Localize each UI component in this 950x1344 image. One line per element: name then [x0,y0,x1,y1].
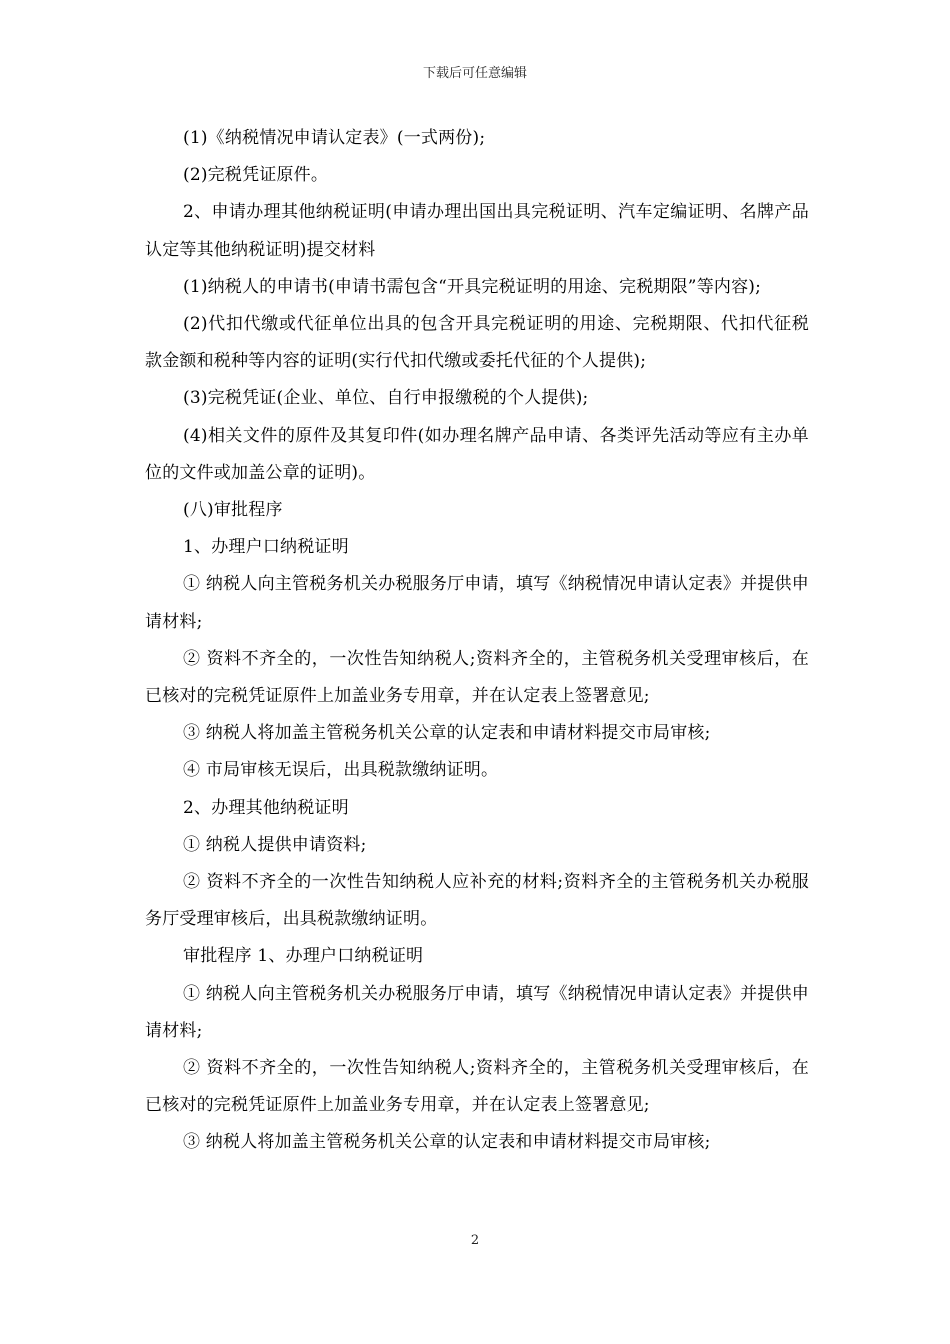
paragraph: ③ 纳税人将加盖主管税务机关公章的认定表和申请材料提交市局审核; [183,723,711,744]
paragraph: (2)完税凭证原件。 [183,165,329,186]
page-number: 2 [470,1233,480,1248]
paragraph: ② 资料不齐全的，一次性告知纳税人;资料齐全的，主管税务机关受理审核后，在已核对的完税凭证原件上加盖业务专用章，并在认定表上签署意见; [145,648,809,707]
paragraph: ④ 市局审核无误后，出具税款缴纳证明。 [183,760,499,781]
paragraph: ① 纳税人向主管税务机关办税服务厅申请，填写《纳税情况申请认定表》并提供申请材料; [145,574,809,632]
paragraph: (4)相关文件的原件及其复印件(如办理名牌产品申请、各类评先活动等应有主办单位的文件或加盖公章的证明)。 [145,425,809,483]
page-header: 下载后可任意编辑 [422,66,527,81]
subsection-heading: 2、办理其他纳税证明 [183,797,349,818]
paragraph: 2、申请办理其他纳税证明(申请办理出国出具完税证明、汽车定编证明、名牌产品认定等其他纳税证明)提交材料 [145,202,809,260]
paragraph: ① 纳税人提供申请资料; [183,834,367,855]
paragraph: ① 纳税人向主管税务机关办税服务厅申请，填写《纳税情况申请认定表》并提供申请材料; [145,983,809,1041]
document-body [145,120,809,1162]
paragraph: (1)纳税人的申请书(申请书需包含“开具完税证明的用途、完税期限”等内容); [183,276,762,297]
section-heading: (八)审批程序 [183,500,283,521]
paragraph: (2)代扣代缴或代征单位出具的包含开具完税证明的用途、完税期限、代扣代征税款金额和税种等内容的证明(实行代扣代缴或委托代征的个人提供); [145,314,809,372]
paragraph: ③ 纳税人将加盖主管税务机关公章的认定表和申请材料提交市局审核; [183,1132,711,1153]
paragraph: (1)《纳税情况申请认定表》(一式两份); [183,128,486,148]
subsection-heading: 1、办理户口纳税证明 [183,537,349,558]
paragraph: ② 资料不齐全的，一次性告知纳税人;资料齐全的，主管税务机关受理审核后，在已核对的完税凭证原件上加盖业务专用章，并在认定表上签署意见; [145,1058,809,1116]
paragraph: ② 资料不齐全的一次性告知纳税人应补充的材料;资料齐全的主管税务机关办税服务厅受理审核后，出具税款缴纳证明。 [145,872,809,930]
paragraph: (3)完税凭证(企业、单位、自行申报缴税的个人提供); [183,388,589,409]
subsection-heading: 审批程序 1、办理户口纳税证明 [183,946,424,967]
